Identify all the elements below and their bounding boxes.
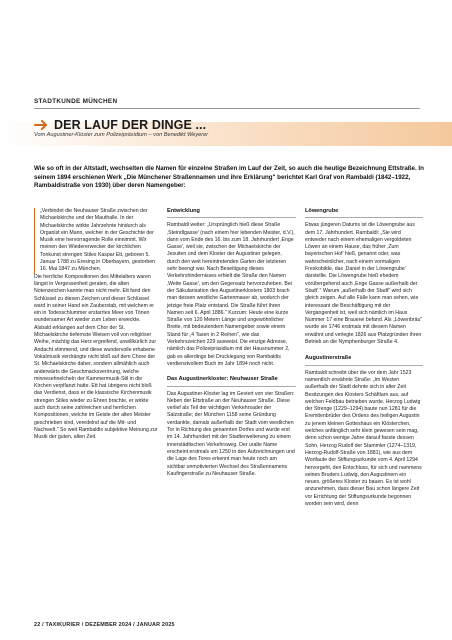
article-lede: Wie so oft in der Altstadt, wechselten die Namen für einzelne Straßen im Lauf der Zeit, so auch die heutige Bezeichnung Ettstraße. In seinem 1894 erschienen Werk „Die Münchener Straßennamen und ihre Erklärung" berichtet Karl Graf von Rambaldi (1842–1922, Rambaldistraße von 1930) über deren Namengeber: [34,165,424,190]
column-1-body: Die herrliche Kompositionen des Mittelalters waren längst in Vergessenheit geraten, die alten Notenzeichen kannte man nicht mehr. Ett fand den Schlüssel zu diesen Zeichen und dieser Schlüssel ward in seiner Hand ein Zauberstab, mit welchem er ein in Todesschlummer erstarrtes Meer von Tönen wundersamer Art wieder zum Leben erweckte. Alsbald erklangen auf dem Chor der St. Michaelskirche tiefernste Weisen voll von religiöser Weihe, mächtig das Herz ergreifend, unwillkürlich zur Andacht stimmend, und diese wundervolle erhabene Vokalmusik verdrängte nicht bloß auf dem Chore der St. Michaelskirche daher, sondern allmählich auch anderwärts die Geschmacksverirrung, welche minnesehnelcheln der Kammermusik-Stil in die Kirchen verpflanzt hatte. Ett hat übrigens nicht bloß das Verdienst, dass er die klassische Kirchenmusik strengen Stiles wieder zu Ehren brachte, er wirkte auch durch seine zahlreichen und herrlichen Kompositionen, welche im Geiste der alten Meister geschrieben sind, veredelnd auf die Mit- und Nachwelt." So weit Rambaldis subjektive Meinung zur Musik der guten, alten Zeit. [34,273,158,441]
headline-title: DER LAUF DER DINGE ... [54,118,207,132]
article-column-1 [34,208,158,442]
subheading-entwicklung: Entwicklung [167,208,296,218]
article-column-3 [305,208,423,508]
subheading-augustinerkloster: Das Augustinerkloster: Neuhauser Straße [167,376,296,386]
subheading-augustinerstrasse: Augustinerstraße [305,355,423,365]
rambaldi-quote: „Verbindet die Neuhauser Straße zwischen der Michaelskirche und der Mauthalle. In der Michaelskirche wirkte Jahrzehnte hindurch als Organist ein Mann, welcher in der Geschichte der Musik eine hervorragende Rolle einnimmt. Wir meinen den Wiedererwecker der kirchlichen Tonkunst strengen Stiles Kaspar Ett, geboren 5. Januar 1788 zu Eresing in Oberbayern, gestorben 16. Mai 1847 zu München. [34,208,158,274]
article-column-2 [167,208,296,478]
kicker-divider [34,108,420,109]
loewengrube-body: Etwas jüngeren Datums ist die Löwengrube aus dem 17. Jahrhundert. Rambaldi: „Sie wird entweder nach einem ehemaligen vergoldeten Löwen an einem Hause, das früher ‚Zum bayerischen Hof' hieß, genannt oder, was wahrscheinlicher, nach einem vormaligen Freskobilde, das ‚Daniel in der Löwengrube' darstellte. Die Löwengrube hieß ehedem vorübergehend auch ‚Enge Gasse außerhalb der Stadt'." Warum „außerhalb der Stadt" wird sich gleich zeigen. Auf alle Fälle kann man sehen, wie interessant die Beschäftigung mit der Vergangenheit ist, weil sich nämlich im Haus Nummer 17 eine Brauerei befand. Als „Löwenbräu" wurde sie 1746 erstmals mit diesem Namen erwähnt und verlegte 1826 aus Platzgründen ihren Betrieb an die Nymphenburger Straße 4. [305,222,423,346]
section-kicker: STADTKUNDE MÜNCHEN [34,98,118,105]
augustinerkloster-body: Das Augustiner-Kloster lag im Geviert von vier Straßen: Neben der Ettstraße an der Neuhauser Straße. Diese verlief als Teil der wichtigen Verkehrsader der Salzstraße; der München 1158 seine Gründung verdankte, damals außerhalb der Stadt vom westlichen Tor in Richtung des genannten Dorfes und wurde erst im 14. Jahrhundert mit der Stadterweiterung zu einem innerstädtischen Verkehrsweg. Der uralte Name erscheint erstmals um 1250 in den Aufzeichnungen und die Lage des Tores erkennt man heute noch am sichtbar unmotivierten Wechsel des Straßennamens Kaufingerstraße zu Neuhauser Straße. [167,390,295,477]
article-caption: Vom Augustiner-Kloster zum Polizeipräsidium – von Benedikt Weyerer [34,132,209,138]
right-arrow-icon [34,119,49,131]
subheading-loewengrube: Löwengrube [305,208,423,218]
entwicklung-body: Rambaldi weiter: „Ursprünglich hieß diese Straße ‚Steindlgasse' (nach einem hier lebenden Meister, d.V.), dann vom Ende des 16. bis zum 18. Jahrhundert ‚Enge Gasse', weil sie, zwischen der Michaelskirche der Jesuiten und dem Kloster der Augustiner gelegen, durch den weit hereintretenden Garten der letzteren sehr beengt war. Nach Beseitigung dieses Verkehrshindernisses erhielt die Straße den Namen ‚Weite Gasse', um den Gegensatz hervorzuheben. Bei der Säkularisation des Augustinerklosters 1803 brach man dessen westliche Gartenmauer ab, wodurch der jetzige freie Platz entstand. Die Straße führt ihren Namen seit 6. April 1886." Kurzum: Heute eine kurze Straße von 120 Metern Länge und ungewöhnlicher Breite, mit bedeutendem Namengeber sowie einem Stand für „4 Tasen in 2 Reihen", wie das Verkehrszeichen 229 ausweist. Die einzige Adresse, nämlich das Polizeipräsidium mit der Hausnummer 2, gab es allerdings bei Drucklegung von Rambaldis verdienstvollem Buch im Jahr 1894 noch nicht. [167,222,295,367]
page-footer: 22 / TAXIKURIER / DEZEMBER 2024 / JANUAR 2025 [34,622,175,628]
augustinerstrasse-body: Rambaldi schreibt über die vor dem Jahr 1523 namentlich erwähnte Straße: „Im Westen außerhalb der Stadt dehnte sich in alter Zeit Besitzungen des Klosters Schäftlarn aus, auf welchen Feldbau betrieben wurde. Herzog Ludwig der Strenge (1229–1294) baute nun 1281 für die Eremitenbrüder des Ordens des heiligen Augustin zu jenem kleinen Gotteshaus ein Klösterchen, welches anfänglich sehr klein gewesen sein mag, denn schon wenige Jahre darauf fasste dessen Sohn, Herzog Rudolf der Stammler (1274–1319, Herzog-Rudolf-Straße von 1881), wie aus dem Wortlaute der Stiftungsurkunde vom 4. April 1294 hervorgeht, den Entschluss, für sich und nammens seines Bruders Ludwig, den Augustinern ein neues, größeres Kloster zu bauen. Es ist wohl anzunehmen, dass dieser Bau schon längere Zeit vor Errichtung der Stiftungsurkunde begonnen worden sein wird, denn [305,369,422,507]
